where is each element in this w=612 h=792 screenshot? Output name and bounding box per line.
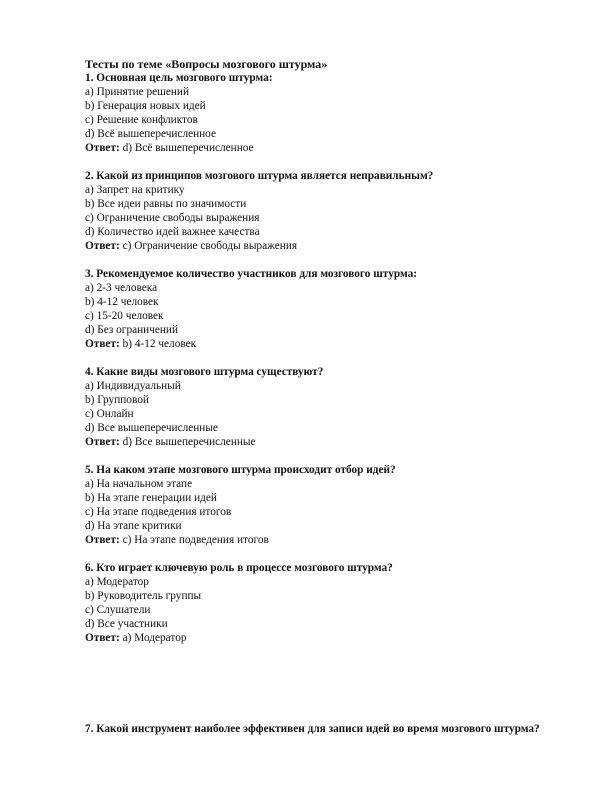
answer-text: c) Ограничение свободы выражения (119, 240, 298, 252)
answer-option: c) 15-20 человек (85, 310, 164, 322)
answer-option: c) Онлайн (85, 408, 134, 420)
answer-label: Ответ: (85, 534, 120, 546)
answer-label: Ответ: (85, 240, 120, 252)
answer-label: Ответ: (85, 436, 120, 448)
answer-option: b) Руководитель группы (85, 590, 202, 602)
question-4 (85, 365, 585, 449)
answer-text: a) Модератор (119, 632, 187, 644)
correct-answer (85, 337, 585, 351)
answer-label: Ответ: (85, 632, 120, 644)
question-7-title: 7. Какой инструмент наиболее эффективен для записи идей во время мозгового штурма? (85, 723, 540, 735)
question-title: 5. На каком этапе мозгового штурма происходит отбор идей? (85, 464, 396, 476)
answer-option: d) На этапе критики (85, 520, 182, 532)
answer-option: a) Модератор (85, 576, 149, 588)
correct-answer (85, 239, 585, 253)
answer-option: a) Индивидуальный (85, 380, 181, 392)
answer-option: a) 2-3 человека (85, 282, 158, 294)
answer-text: b) 4-12 человек (119, 338, 197, 350)
answer-label: Ответ: (85, 338, 120, 350)
question-title: 4. Какие виды мозгового штурма существуют? (85, 366, 324, 378)
question-6 (85, 561, 585, 645)
question-2 (85, 169, 585, 253)
answer-option: b) 4-12 человек (85, 296, 159, 308)
answer-option: b) Генерация новых идей (85, 100, 206, 112)
question-3 (85, 267, 585, 351)
correct-answer (85, 435, 585, 449)
question-title: 1. Основная цель мозгового штурма: (85, 72, 273, 84)
answer-option: b) На этапе генерации идей (85, 492, 217, 504)
answer-option: c) Ограничение свободы выражения (85, 212, 260, 224)
answer-text: d) Все вышеперечисленные (119, 436, 256, 448)
answer-option: d) Количество идей важнее качества (85, 226, 260, 238)
correct-answer (85, 631, 585, 645)
answer-option: c) Решение конфликтов (85, 114, 198, 126)
question-1 (85, 71, 585, 155)
question-5 (85, 463, 585, 547)
answer-text: c) На этапе подведения итогов (119, 534, 269, 546)
answer-text: d) Всё вышеперечисленное (119, 142, 254, 154)
answer-option: a) На начальном этапе (85, 478, 193, 490)
question-title: 6. Кто играет ключевую роль в процессе мозгового штурма? (85, 562, 393, 574)
document-content (85, 57, 585, 659)
document-title: Тесты по теме «Вопросы мозгового штурма» (85, 57, 328, 71)
answer-option: d) Всё вышеперечисленное (85, 128, 216, 140)
answer-option: b) Все идеи равны по значимости (85, 198, 247, 210)
answer-option: a) Принятие решений (85, 86, 190, 98)
answer-option: a) Запрет на критику (85, 184, 185, 196)
answer-option: d) Без ограничений (85, 324, 179, 336)
correct-answer (85, 533, 585, 547)
question-title: 2. Какой из принципов мозгового штурма является неправильным? (85, 170, 434, 182)
answer-option: b) Групповой (85, 394, 149, 406)
answer-option: d) Все вышеперечисленные (85, 422, 218, 434)
answer-option: d) Все участники (85, 618, 168, 630)
answer-label: Ответ: (85, 142, 120, 154)
question-title: 3. Рекомендуемое количество участников для мозгового штурма: (85, 268, 417, 280)
answer-option: c) На этапе подведения итогов (85, 506, 232, 518)
correct-answer (85, 141, 585, 155)
answer-option: c) Слушатели (85, 604, 151, 616)
